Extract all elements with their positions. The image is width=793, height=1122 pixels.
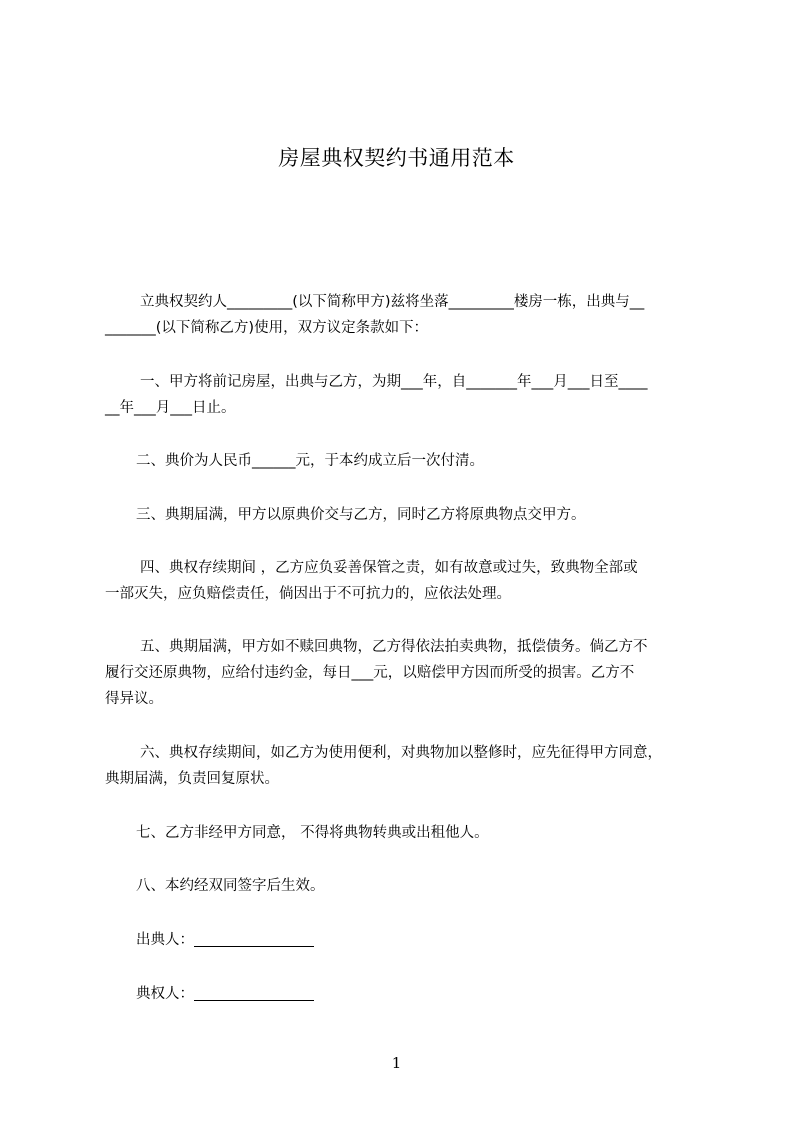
clause-1 <box>105 369 705 421</box>
clause-3-line-1: 三、典期届满，甲方以原典价交与乙方，同时乙方将原典物点交甲方。 <box>136 507 586 523</box>
intro-paragraph <box>105 289 705 341</box>
intro-line-1: 立典权契约人_________(以下简称甲方)兹将坐落_________楼房一栋，出典与__ <box>140 294 645 310</box>
pledgor-label: 出典人： <box>136 932 194 948</box>
clause-5-line-1: 五、典期届满，甲方如不赎回典物，乙方得依法拍卖典物，抵偿债务。倘乙方不 <box>140 639 648 655</box>
pledgee-signature-blank <box>194 984 314 1001</box>
clause-5 <box>105 634 705 712</box>
clause-4-line-2: 一部灭失，应负赔偿责任，倘因出于不可抗力的，应依法处理。 <box>105 586 511 602</box>
clause-5-line-2: 履行交还原典物，应给付违约金，每日___元，以赔偿甲方因而所受的损害。乙方不 <box>105 665 635 681</box>
intro-line-2: _______(以下简称乙方)使用，双方议定条款如下： <box>105 320 429 336</box>
pledgor-signature-blank <box>194 930 314 947</box>
clause-1-line-2: __年___月___日止。 <box>105 400 236 416</box>
clause-8 <box>105 873 705 899</box>
clause-7 <box>105 820 705 846</box>
clause-3 <box>105 502 705 528</box>
page-number: 1 <box>391 1054 402 1072</box>
clause-8-line-1: 八、本约经双同签字后生效。 <box>136 878 325 894</box>
clause-5-line-3: 得异议。 <box>105 691 163 707</box>
clause-7-line-1: 七、乙方非经甲方同意， 不得将典物转典或出租他人。 <box>136 825 489 841</box>
pledgee-label: 典权人： <box>136 986 194 1002</box>
pledgor-signature-line <box>136 927 314 953</box>
clause-6 <box>105 740 705 792</box>
document-title: 房屋典权契约书通用范本 <box>278 146 515 170</box>
clause-4 <box>105 555 705 607</box>
clause-6-line-2: 典期届满，负责回复原状。 <box>105 771 279 787</box>
pledgee-signature-line <box>136 981 314 1007</box>
clause-1-line-1: 一、甲方将前记房屋，出典与乙方，为期___年，自_______年___月___日至____ <box>140 374 648 390</box>
clause-2 <box>105 448 705 474</box>
clause-4-line-1: 四、典权存续期间 ，乙方应负妥善保管之责，如有故意或过失，致典物全部或 <box>140 560 638 576</box>
clause-6-line-1: 六、典权存续期间，如乙方为使用便利，对典物加以整修时，应先征得甲方同意， <box>140 745 662 761</box>
clause-2-line-1: 二、典价为人民币______元，于本约成立后一次付清。 <box>136 453 484 469</box>
